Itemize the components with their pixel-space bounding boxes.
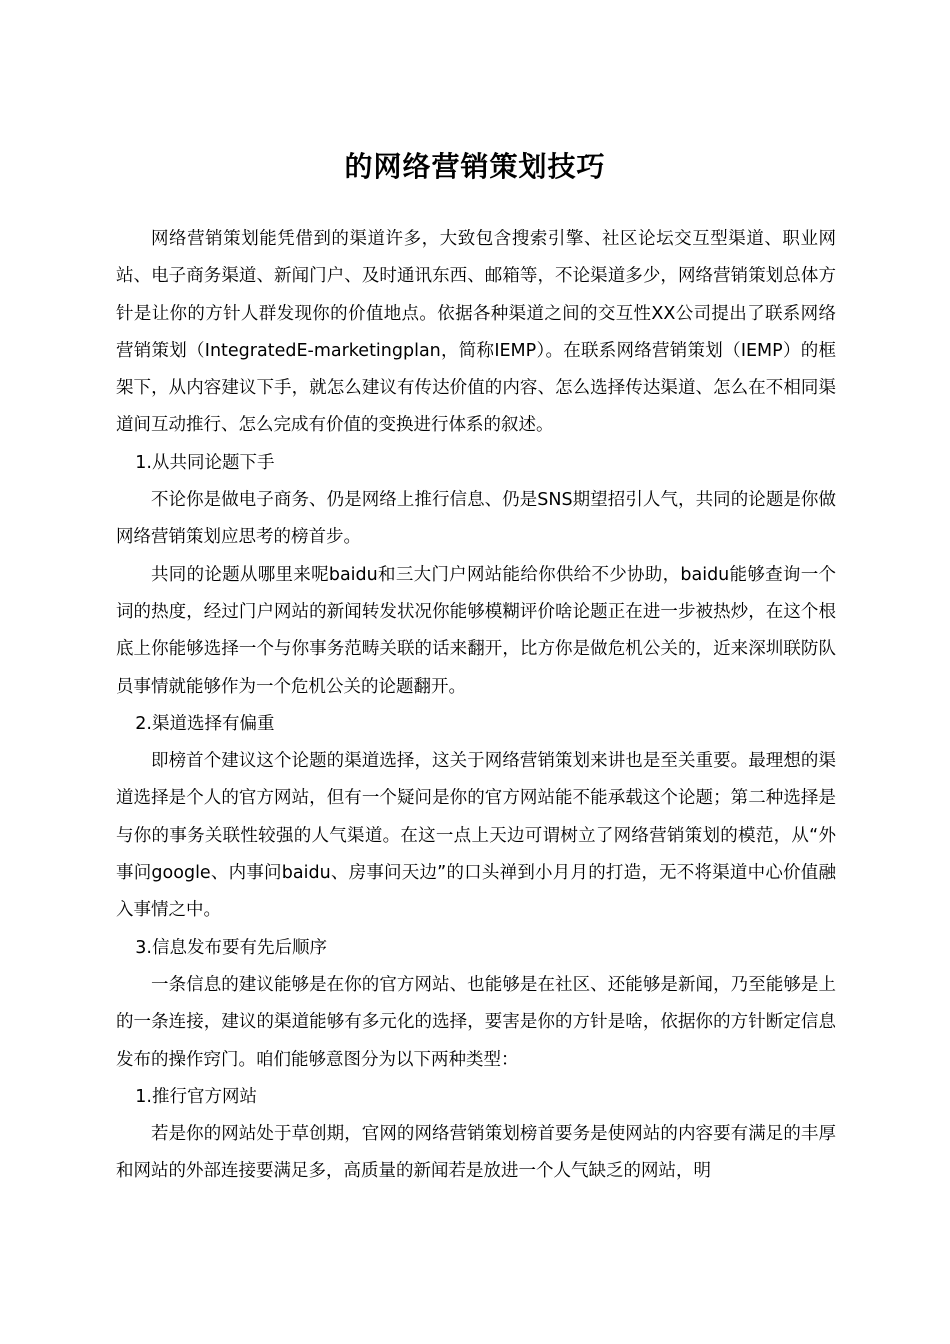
section-heading-1: 1.从共同论题下手	[135, 452, 275, 473]
section-heading-3: 3.信息发布要有先后顺序	[135, 937, 327, 958]
section-heading-2: 2.渠道选择有偏重	[135, 713, 275, 734]
paragraph: 一条信息的建议能够是在你的官方网站、也能够是在社区、还能够是新闻，乃至能够是上的一条连接，建议的渠道能够有多元化的选择，要害是你的方针是啥，依据你的方针断定信息发布的操作窍门。咱们能够意图分为以下两种类型：	[116, 974, 836, 1070]
paragraph: 不论你是做电子商务、仍是网络上推行信息、仍是SNS期望招引人气，共同的论题是你做网络营销策划应思考的榜首步。	[116, 490, 836, 548]
document-body	[116, 221, 836, 1191]
paragraph: 若是你的网站处于草创期，官网的网络营销策划榜首要务是使网站的内容要有满足的丰厚和网站的外部连接要满足多，高质量的新闻若是放进一个人气缺乏的网站，明	[116, 1124, 836, 1182]
subsection-heading-1: 1.推行官方网站	[135, 1086, 257, 1107]
page-title: 的网络营销策划技巧	[344, 149, 606, 183]
paragraph-intro: 网络营销策划能凭借到的渠道许多，大致包含搜索引擎、社区论坛交互型渠道、职业网站、电子商务渠道、新闻门户、及时通讯东西、邮箱等，不论渠道多少，网络营销策划总体方针是让你的方针人群发现你的价值地点。依据各种渠道之间的交互性XX公司提出了联系网络营销策划（IntegratedE-marketingplan，简称IEMP）。在联系网络营销策划（IEMP）的框架下，从内容建议下手，就怎么建议有传达价值的内容、怎么选择传达渠道、怎么在不相同渠道间互动推行、怎么完成有价值的变换进行体系的叙述。	[116, 229, 836, 436]
paragraph: 即榜首个建议这个论题的渠道选择，这关于网络营销策划来讲也是至关重要。最理想的渠道选择是个人的官方网站，但有一个疑问是你的官方网站能不能承载这个论题；第二种选择是与你的事务关联性较强的人气渠道。在这一点上天边可谓树立了网络营销策划的模范，从“外事问google、内事问baidu、房事问天边”的口头禅到小月月的打造，无不将渠道中心价值融入事情之中。	[116, 751, 836, 921]
paragraph: 共同的论题从哪里来呢baidu和三大门户网站能给你供给不少协助，baidu能够查询一个词的热度，经过门户网站的新闻转发状况你能够模糊评价啥论题正在进一步被热炒，在这个根底上你能够选择一个与你事务范畴关联的话来翻开，比方你是做危机公关的，近来深圳联防队员事情就能够作为一个危机公关的论题翻开。	[116, 564, 836, 697]
